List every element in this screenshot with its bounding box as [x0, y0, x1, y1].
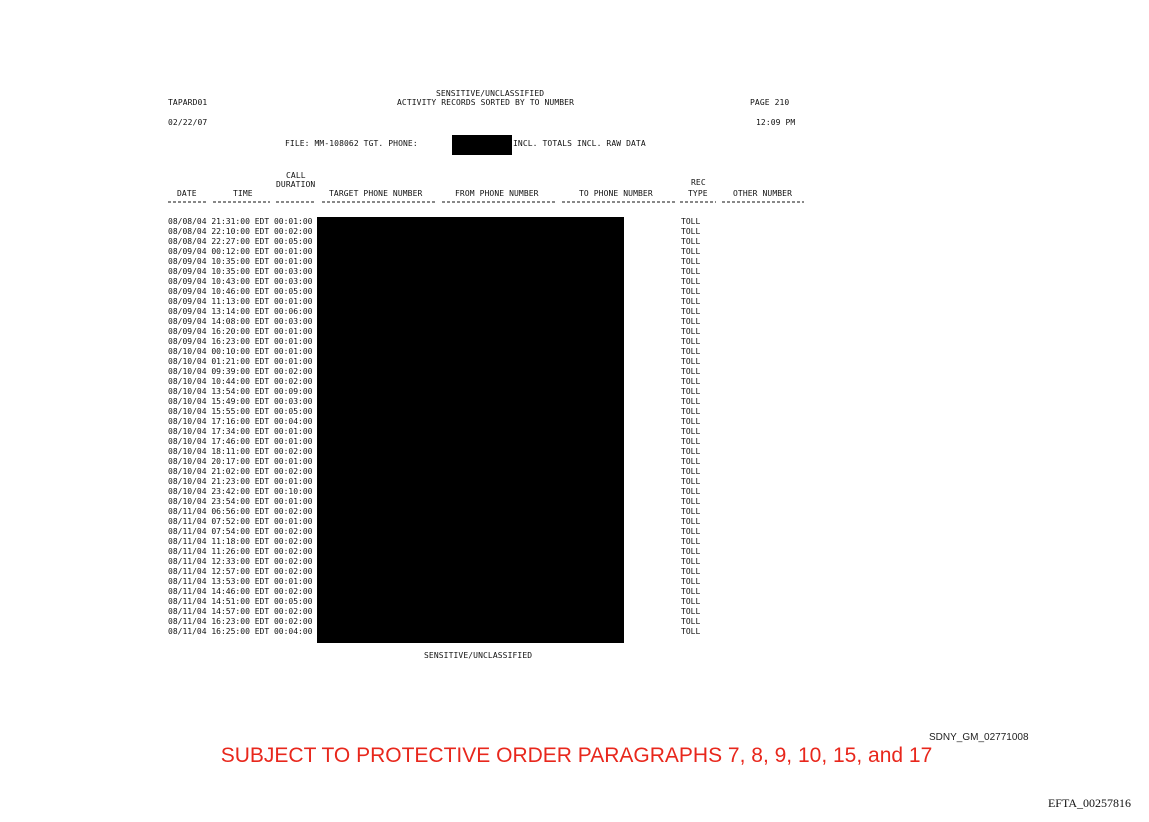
- file-line-suffix: INCL. TOTALS INCL. RAW DATA: [513, 139, 646, 148]
- report-time: 12:09 PM: [756, 118, 796, 127]
- record-row: 08/09/04 00:12:00 EDT 00:01:00: [168, 247, 313, 256]
- record-type: TOLL: [681, 567, 701, 576]
- record-type: TOLL: [681, 237, 701, 246]
- record-row: 08/09/04 10:35:00 EDT 00:01:00: [168, 257, 313, 266]
- record-row: 08/11/04 11:18:00 EDT 00:02:00: [168, 537, 313, 546]
- record-type: TOLL: [681, 277, 701, 286]
- record-row: 08/11/04 16:25:00 EDT 00:04:00: [168, 627, 313, 636]
- record-row: 08/10/04 13:54:00 EDT 00:09:00: [168, 387, 313, 396]
- record-type: TOLL: [681, 227, 701, 236]
- record-type: TOLL: [681, 327, 701, 336]
- record-type: TOLL: [681, 307, 701, 316]
- protective-order-notice: [0, 744, 1149, 768]
- record-type: TOLL: [681, 447, 701, 456]
- record-row: 08/09/04 10:46:00 EDT 00:05:00: [168, 287, 313, 296]
- record-type: TOLL: [681, 617, 701, 626]
- redaction-target-phone: [452, 135, 512, 155]
- record-type: TOLL: [681, 437, 701, 446]
- record-type: TOLL: [681, 377, 701, 386]
- record-type: TOLL: [681, 347, 701, 356]
- col-duration-label: DURATION: [276, 180, 316, 189]
- record-type: TOLL: [681, 487, 701, 496]
- record-row: 08/10/04 17:34:00 EDT 00:01:00: [168, 427, 313, 436]
- col-time: TIME: [233, 189, 253, 198]
- record-type: TOLL: [681, 247, 701, 256]
- col-call-label: CALL: [286, 171, 306, 180]
- record-row: 08/09/04 16:20:00 EDT 00:01:00: [168, 327, 313, 336]
- report-id: TAPARD01: [168, 98, 208, 107]
- record-row: 08/11/04 06:56:00 EDT 00:02:00: [168, 507, 313, 516]
- record-row: 08/09/04 10:43:00 EDT 00:03:00: [168, 277, 313, 286]
- record-type: TOLL: [681, 517, 701, 526]
- record-type: TOLL: [681, 297, 701, 306]
- record-row: 08/10/04 15:49:00 EDT 00:03:00: [168, 397, 313, 406]
- record-row: 08/11/04 12:33:00 EDT 00:02:00: [168, 557, 313, 566]
- col-type-label: TYPE: [688, 189, 708, 198]
- record-row: 08/09/04 10:35:00 EDT 00:03:00: [168, 267, 313, 276]
- redaction-phone-columns: [317, 217, 624, 643]
- record-type: TOLL: [681, 357, 701, 366]
- record-type: TOLL: [681, 537, 701, 546]
- record-type: TOLL: [681, 547, 701, 556]
- record-row: 08/08/04 22:27:00 EDT 00:05:00: [168, 237, 313, 246]
- col-from-phone: FROM PHONE NUMBER: [455, 189, 539, 198]
- record-type: TOLL: [681, 367, 701, 376]
- record-row: 08/10/04 21:23:00 EDT 00:01:00: [168, 477, 313, 486]
- record-row: 08/10/04 09:39:00 EDT 00:02:00: [168, 367, 313, 376]
- record-type: TOLL: [681, 407, 701, 416]
- records-rec-type: [681, 217, 721, 637]
- record-type: TOLL: [681, 497, 701, 506]
- record-type: TOLL: [681, 337, 701, 346]
- record-row: 08/11/04 12:57:00 EDT 00:02:00: [168, 567, 313, 576]
- record-row: 08/08/04 22:10:00 EDT 00:02:00: [168, 227, 313, 236]
- records-left: [168, 217, 328, 637]
- classification-top: SENSITIVE/UNCLASSIFIED: [436, 89, 545, 98]
- record-row: 08/10/04 18:11:00 EDT 00:02:00: [168, 447, 313, 456]
- record-row: 08/09/04 13:14:00 EDT 00:06:00: [168, 307, 313, 316]
- record-row: 08/10/04 17:46:00 EDT 00:01:00: [168, 437, 313, 446]
- record-type: TOLL: [681, 287, 701, 296]
- column-divider-dashes: [168, 200, 808, 206]
- record-row: 08/10/04 23:42:00 EDT 00:10:00: [168, 487, 313, 496]
- record-type: TOLL: [681, 417, 701, 426]
- efta-number: EFTA_00257816: [1047, 796, 1131, 810]
- record-row: 08/10/04 23:54:00 EDT 00:01:00: [168, 497, 313, 506]
- record-row: 08/10/04 21:02:00 EDT 00:02:00: [168, 467, 313, 476]
- record-row: 08/09/04 11:13:00 EDT 00:01:00: [168, 297, 313, 306]
- col-to-phone: TO PHONE NUMBER: [579, 189, 653, 198]
- record-type: TOLL: [681, 607, 701, 616]
- record-type: TOLL: [681, 507, 701, 516]
- col-target-phone: TARGET PHONE NUMBER: [329, 189, 423, 198]
- record-row: 08/09/04 16:23:00 EDT 00:01:00: [168, 337, 313, 346]
- record-type: TOLL: [681, 467, 701, 476]
- record-row: 08/11/04 07:52:00 EDT 00:01:00: [168, 517, 313, 526]
- record-type: TOLL: [681, 267, 701, 276]
- record-type: TOLL: [681, 587, 701, 596]
- record-row: 08/11/04 13:53:00 EDT 00:01:00: [168, 577, 313, 586]
- protective-order-text: SUBJECT TO PROTECTIVE ORDER PARAGRAPHS 7, 8, 9, 10, 15, and 17: [220, 744, 933, 767]
- report-date: 02/22/07: [168, 118, 208, 127]
- record-type: TOLL: [681, 387, 701, 396]
- record-type: TOLL: [681, 557, 701, 566]
- record-type: TOLL: [681, 427, 701, 436]
- record-row: 08/10/04 17:16:00 EDT 00:04:00: [168, 417, 313, 426]
- record-row: 08/09/04 14:08:00 EDT 00:03:00: [168, 317, 313, 326]
- record-type: TOLL: [681, 577, 701, 586]
- record-type: TOLL: [681, 627, 701, 636]
- col-rec-label: REC: [691, 178, 706, 187]
- col-date: DATE: [177, 189, 197, 198]
- record-type: TOLL: [681, 527, 701, 536]
- record-row: 08/10/04 01:21:00 EDT 00:01:00: [168, 357, 313, 366]
- bates-number: SDNY_GM_02771008: [929, 732, 1029, 743]
- classification-bottom: SENSITIVE/UNCLASSIFIED: [424, 651, 533, 660]
- record-row: 08/10/04 10:44:00 EDT 00:02:00: [168, 377, 313, 386]
- record-type: TOLL: [681, 317, 701, 326]
- col-other-number: OTHER NUMBER: [733, 189, 792, 198]
- record-row: 08/11/04 14:51:00 EDT 00:05:00: [168, 597, 313, 606]
- record-row: 08/11/04 11:26:00 EDT 00:02:00: [168, 547, 313, 556]
- record-row: 08/10/04 00:10:00 EDT 00:01:00: [168, 347, 313, 356]
- record-type: TOLL: [681, 257, 701, 266]
- report-title: ACTIVITY RECORDS SORTED BY TO NUMBER: [397, 98, 574, 107]
- record-type: TOLL: [681, 597, 701, 606]
- record-row: 08/10/04 20:17:00 EDT 00:01:00: [168, 457, 313, 466]
- record-row: 08/11/04 16:23:00 EDT 00:02:00: [168, 617, 313, 626]
- record-row: 08/11/04 07:54:00 EDT 00:02:00: [168, 527, 313, 536]
- record-row: 08/11/04 14:57:00 EDT 00:02:00: [168, 607, 313, 616]
- record-type: TOLL: [681, 477, 701, 486]
- page-number: PAGE 210: [750, 98, 790, 107]
- record-type: TOLL: [681, 457, 701, 466]
- record-row: 08/11/04 14:46:00 EDT 00:02:00: [168, 587, 313, 596]
- record-type: TOLL: [681, 397, 701, 406]
- record-row: 08/10/04 15:55:00 EDT 00:05:00: [168, 407, 313, 416]
- record-row: 08/08/04 21:31:00 EDT 00:01:00: [168, 217, 313, 226]
- record-type: TOLL: [681, 217, 701, 226]
- file-line-prefix: FILE: MM-108062 TGT. PHONE:: [285, 139, 418, 148]
